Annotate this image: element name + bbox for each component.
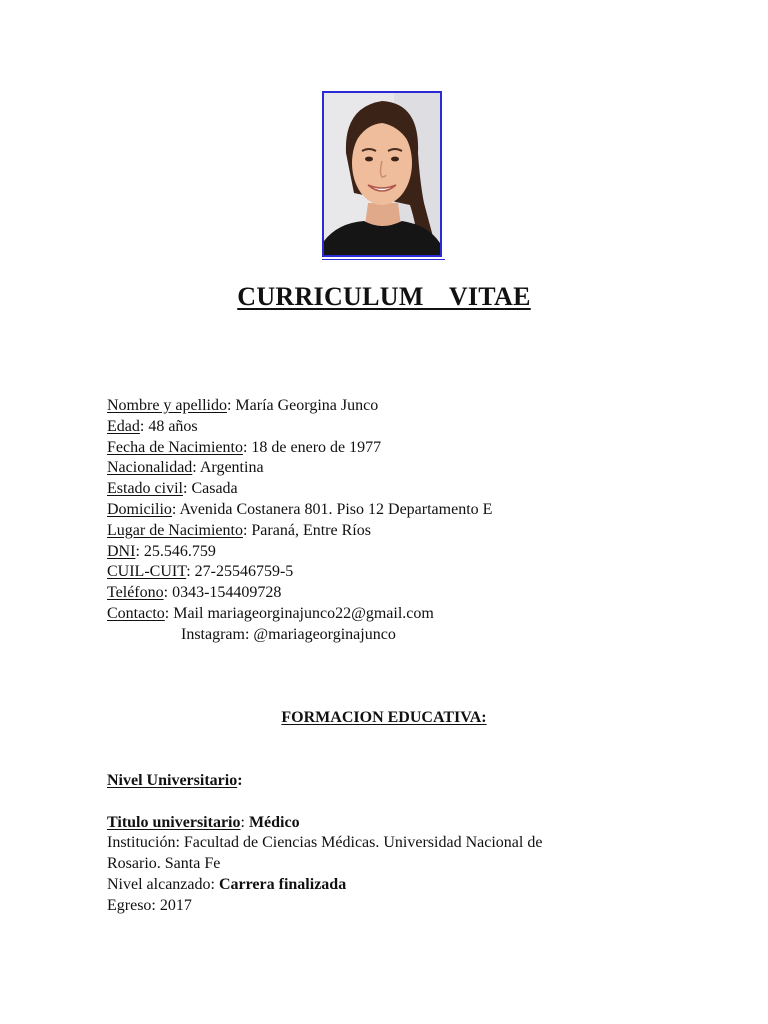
- address-label: Domicilio: [107, 500, 172, 518]
- cuil-label: CUIL-CUIT: [107, 563, 187, 581]
- age-label: Edad: [107, 417, 140, 435]
- contact-mail: Mail mariageorginajunco22@gmail.com: [173, 604, 434, 622]
- cuil-row: CUIL-CUIT: 27-25546759-5: [107, 563, 294, 581]
- degree-value: Médico: [248, 813, 300, 831]
- nationality-row: Nacionalidad: Argentina: [107, 459, 264, 477]
- age-value: 48 años: [148, 417, 198, 435]
- phone-label: Teléfono: [107, 584, 164, 602]
- name-label: Nombre y apellido: [107, 397, 227, 414]
- dni-label: DNI: [107, 542, 136, 560]
- birthdate-label: Fecha de Nacimiento: [107, 438, 243, 456]
- photo-underline: [322, 259, 445, 260]
- phone-row: Teléfono: 0343-154409728: [107, 584, 282, 602]
- contact-instagram: Instagram: @mariageorginajunco: [181, 625, 396, 643]
- civil-status-row: Estado civil: Casada: [107, 480, 238, 498]
- civil-status-label: Estado civil: [107, 480, 183, 498]
- address-row: Domicilio: Avenida Costanera 801. Piso 12 Departamento E: [107, 500, 493, 518]
- education-section-title: FORMACION EDUCATIVA:: [281, 709, 487, 726]
- birthplace-value: Paraná, Entre Ríos: [251, 521, 371, 539]
- name-row: Nombre y apellido: María Georgina Junco: [107, 397, 379, 414]
- level-reached-value: Carrera finalizada: [218, 875, 347, 893]
- institution-line2: Rosario. Santa Fe: [107, 855, 221, 873]
- birthdate-row: Fecha de Nacimiento: 18 de enero de 1977: [107, 438, 382, 456]
- institution-line1: Institución: Facultad de Ciencias Médicas. Universidad Nacional de: [107, 834, 543, 852]
- contact-row: Contacto: Mail mariageorginajunco22@gmail.com: [107, 604, 434, 622]
- birthplace-label: Lugar de Nacimiento: [107, 521, 243, 539]
- phone-value: 0343-154409728: [172, 584, 282, 602]
- nationality-value: Argentina: [199, 459, 264, 477]
- age-row: Edad: 48 años: [107, 417, 198, 435]
- personal-info: [107, 396, 707, 646]
- civil-status-value: Casada: [191, 480, 238, 498]
- graduation-row: Egreso: 2017: [107, 896, 192, 914]
- contact-label: Contacto: [107, 604, 165, 622]
- cuil-value: 27-25546759-5: [194, 563, 294, 581]
- degree-row: Titulo universitario: Médico: [107, 813, 300, 831]
- dni-value: 25.546.759: [143, 542, 216, 560]
- level-heading: Nivel Universitario: [107, 772, 238, 789]
- profile-photo: [322, 91, 442, 257]
- name-value: María Georgina Junco: [235, 397, 379, 414]
- page-title: CURRICULUM VITAE: [237, 282, 531, 311]
- address-value: Avenida Costanera 801. Piso 12 Departamento E: [179, 500, 493, 518]
- nationality-label: Nacionalidad: [107, 459, 193, 477]
- education-block: [107, 771, 707, 917]
- birthdate-value: 18 de enero de 1977: [251, 438, 382, 456]
- dni-row: DNI: 25.546.759: [107, 542, 216, 560]
- degree-label: Titulo universitario: [107, 813, 241, 831]
- level-reached-row: [107, 875, 707, 896]
- level-reached-label: Nivel alcanzado:: [107, 875, 219, 893]
- profile-photo-image: [324, 93, 440, 255]
- level-heading-row: Nivel Universitario:: [107, 772, 243, 789]
- contact-instagram-row: [107, 625, 707, 646]
- birthplace-row: Lugar de Nacimiento: Paraná, Entre Ríos: [107, 521, 371, 539]
